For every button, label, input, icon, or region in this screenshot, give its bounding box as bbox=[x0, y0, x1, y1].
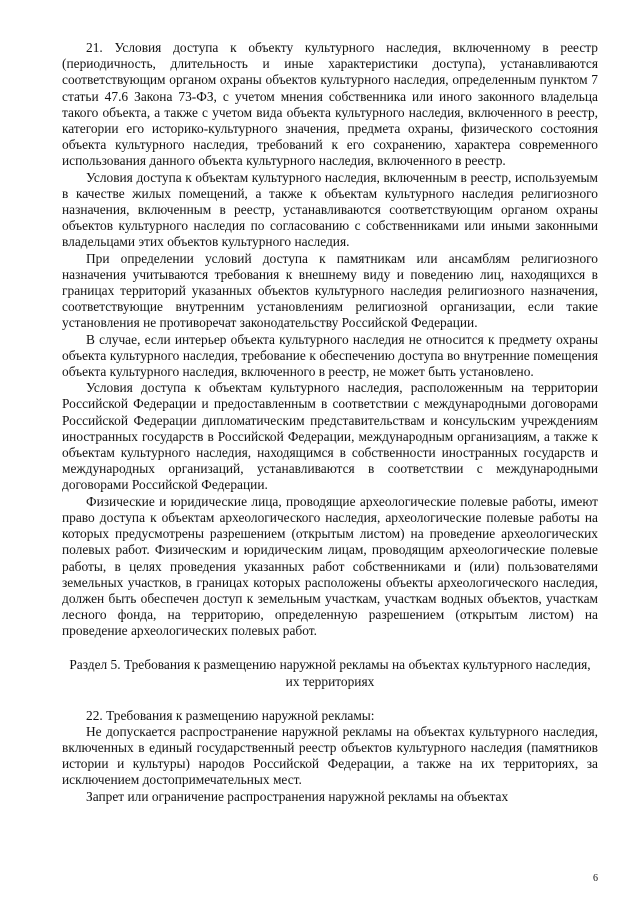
paragraph-archaeological-works: Физические и юридические лица, проводящие археологические полевые работы, имеют право доступа к объектам археологического наследия, археологические полевые работы на которых предусмотрены разрешением (открытым листом) на проведение археологических полевых работ. Физическим и юридическим лицам, проводящим археологические полевые работы, в целях проведения указанных работ собственниками и (или) пользователями земельных участков, в границах которых расположены объекты археологического наследия, должен быть обеспечен доступ к земельным участкам, участкам водных объектов, участкам лесного фонда, на территорию, определенную разрешением (открытым листом) на проведение археологических полевых работ. bbox=[62, 493, 598, 639]
paragraph-residential-religious-access: Условия доступа к объектам культурного наследия, включенным в реестр, используемым в качестве жилых помещений, а также к объектам культурного наследия религиозного назначения, включенным в реестр, устанавливаются соответствующим органом охраны объектов культурного наследия по согласованию с собственниками или иными законными владельцами этих объектов культурного наследия. bbox=[62, 169, 598, 250]
paragraph-diplomatic-objects: Условия доступа к объектам культурного наследия, расположенным на территории Российской Федерации и предоставленным в соответствии с международными договорами Российской Федерации дипломатическим представительствам и консульским учреждениям иностранных государств в Российской Федерации, международным организациям, а также к объектам культурного наследия, находящимся в собственности иностранных государств и международных организаций, устанавливаются в соответствии с международными договорами Российской Федерации. bbox=[62, 380, 598, 493]
paragraph-religious-monuments: При определении условий доступа к памятникам или ансамблям религиозного назначения учитываются требования к внешнему виду и поведению лиц, находящихся в границах территорий указанных объектов культурного наследия религиозного назначения, соответствующие внутренним установлениям религиозной организации, если такие установления не противоречат законодательству Российской Федерации. bbox=[62, 250, 598, 331]
paragraph-advertising-prohibition: Не допускается распространение наружной рекламы на объектах культурного наследия, включенных в единый государственный реестр объектов культурного наследия (памятников истории и культуры) народов Российской Федерации, а также на их территориях, за исключением достопримечательных мест. bbox=[62, 723, 598, 788]
document-body bbox=[62, 40, 598, 805]
page-number: 6 bbox=[593, 873, 598, 884]
paragraph-advertising-restriction: Запрет или ограничение распространения наружной рекламы на объектах bbox=[86, 788, 509, 804]
paragraph-22-advertising-requirements: 22. Требования к размещению наружной рекламы: bbox=[86, 707, 375, 723]
section-heading: Раздел 5. Требования к размещению наружной рекламы на объектах культурного наследия, их территориях bbox=[69, 656, 591, 689]
paragraph-21-access-conditions: 21. Условия доступа к объекту культурного наследия, включенному в реестр (периодичность, длительность и иные характеристики доступа), устанавливаются соответствующим органом охраны объектов культурного наследия, определенным пунктом 7 статьи 47.6 Закона 73-ФЗ, с учетом мнения собственника или иного законного владельца такого объекта, а также с учетом вида объекта культурного наследия, включенного в реестр, категории его историко-культурного значения, предмета охраны, физического состояния объекта культурного наследия, требований к его сохранению, характера современного использования данного объекта культурного наследия, включенного в реестр. bbox=[62, 40, 598, 169]
paragraph-interior-access: В случае, если интерьер объекта культурного наследия не относится к предмету охраны объекта культурного наследия, требование к обеспечению доступа во внутренние помещения объекта культурного наследия, включенного в реестр, не может быть установлено. bbox=[62, 331, 598, 380]
